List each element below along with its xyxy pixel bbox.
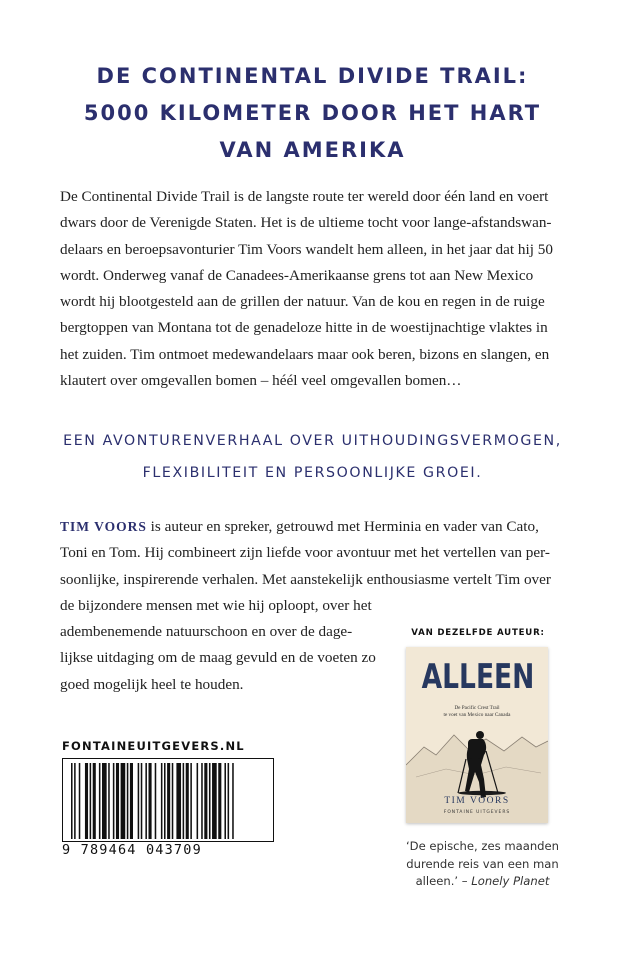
barcode-bar xyxy=(197,763,199,839)
barcode-bar xyxy=(102,763,107,839)
barcode-bar xyxy=(218,763,221,839)
author-name: TIM VOORS xyxy=(60,519,147,534)
bio-line-5: adembenemende natuurschoon en over de dage- xyxy=(60,623,353,641)
bio-text-1: is auteur en spreker, getrouwd met Herminia en vader van Cato, xyxy=(146,518,539,535)
tagline-line-2: FLEXIBILITEIT EN PERSOONLIJKE GROEI. xyxy=(142,465,483,481)
barcode-bar xyxy=(167,763,170,839)
headline-line-1: DE CONTINENTAL DIVIDE TRAIL: xyxy=(96,64,529,88)
book-cover-alleen[interactable] xyxy=(406,647,548,823)
barcode-bar xyxy=(186,763,189,839)
barcode-bar xyxy=(176,763,181,839)
barcode-bar xyxy=(212,763,217,839)
barcode-bar xyxy=(116,763,119,839)
barcode-bar xyxy=(172,763,174,839)
book-publisher: FONTAINE UITGEVERS xyxy=(443,810,511,815)
barcode-bar xyxy=(71,763,73,839)
headline-line-3: VAN AMERIKA xyxy=(219,138,406,162)
bio-line-3: soonlijke, inspirerende verhalen. Met aanstekelijk enthousiasme vertelt Tim over xyxy=(60,570,551,588)
quote-line-2: durende reis van een man xyxy=(406,856,559,871)
barcode-bar xyxy=(121,763,126,839)
bio-line-7: goed mogelijk heel te houden. xyxy=(60,675,244,693)
barcode-bar xyxy=(113,763,115,839)
barcode-bar xyxy=(93,763,96,839)
barcode-bar xyxy=(130,763,133,839)
barcode-bar xyxy=(209,763,211,839)
barcode xyxy=(62,758,274,842)
book-author: TIM VOORS xyxy=(444,796,510,806)
tagline xyxy=(40,425,585,489)
barcode-bar xyxy=(79,763,81,839)
barcode-bar xyxy=(141,763,143,839)
barcode-bar xyxy=(99,763,101,839)
barcode-bar xyxy=(74,763,76,839)
back-cover-headline xyxy=(40,58,585,169)
same-author-label: VAN DEZELFDE AUTEUR: xyxy=(411,628,545,638)
bio-line-1 xyxy=(60,514,580,540)
barcode-bar xyxy=(190,763,192,839)
tagline-line-1: EEN AVONTURENVERHAAL OVER UITHOUDINGSVERMOGEN, xyxy=(63,433,562,449)
barcode-bar xyxy=(204,763,207,839)
barcode-bar xyxy=(85,763,88,839)
barcode-bar xyxy=(108,763,110,839)
barcode-bar xyxy=(127,763,129,839)
barcode-bar xyxy=(138,763,140,839)
bio-line-6: lijkse uitdaging om de maag gevuld en de voeten zo xyxy=(60,649,376,667)
book-subtitle: De Pacific Crest Trail te voet van Mexico naar Canada xyxy=(443,705,511,718)
quote-text-end: alleen.’ – xyxy=(415,874,472,888)
barcode-bar xyxy=(232,763,234,839)
publisher-website[interactable]: FONTAINEUITGEVERS.NL xyxy=(62,739,245,753)
quote-line-3 xyxy=(395,873,570,891)
barcode-bar xyxy=(90,763,92,839)
book-description: De Continental Divide Trail is de langste route ter wereld door één land en voert dwars door de Verenigde Staten. Het is de ultieme tocht voor lange-afstandswandelaars en beroepsavonturier Tim Voors wandelt hem alleen, in het jaar dat hij 50 wordt. Onderweg vanaf de Canadees-Amerikaanse grens tot aan New Mexico wordt hij blootgesteld aan de grillen der natuur. Van de kou en regen in de ruige bergtoppen van Montana tot de genadeloze hitte in de woestijnachtige vlaktes in het zuiden. Tim ontmoet medewandelaars maar ook beren, bizons en slangen, en klautert over omgevallen bomen – héél veel omgevallen bomen… xyxy=(60,188,553,390)
bio-line-2: Toni en Tom. Hij combineert zijn liefde voor avontuur met het vertellen van per- xyxy=(60,544,550,562)
quote-line-1: ‘De epische, zes maanden xyxy=(405,839,560,853)
barcode-bar xyxy=(201,763,203,839)
barcode-bar xyxy=(155,763,157,839)
headline-line-2: 5000 KILOMETER DOOR HET HART xyxy=(83,101,542,125)
review-quote xyxy=(395,838,570,891)
quote-source: Lonely Planet xyxy=(471,874,550,888)
barcode-bar xyxy=(183,763,185,839)
book-title: ALLEEN xyxy=(421,657,535,697)
barcode-bar xyxy=(149,763,152,839)
barcode-bar xyxy=(228,763,230,839)
barcode-bar xyxy=(224,763,226,839)
bio-line-4: de bijzondere mensen met wie hij oploopt, over het xyxy=(60,596,372,614)
barcode-bars xyxy=(63,759,273,841)
isbn-number: 9 789464 043709 xyxy=(62,842,202,858)
barcode-bar xyxy=(161,763,163,839)
barcode-bar xyxy=(164,763,166,839)
barcode-bar xyxy=(145,763,147,839)
